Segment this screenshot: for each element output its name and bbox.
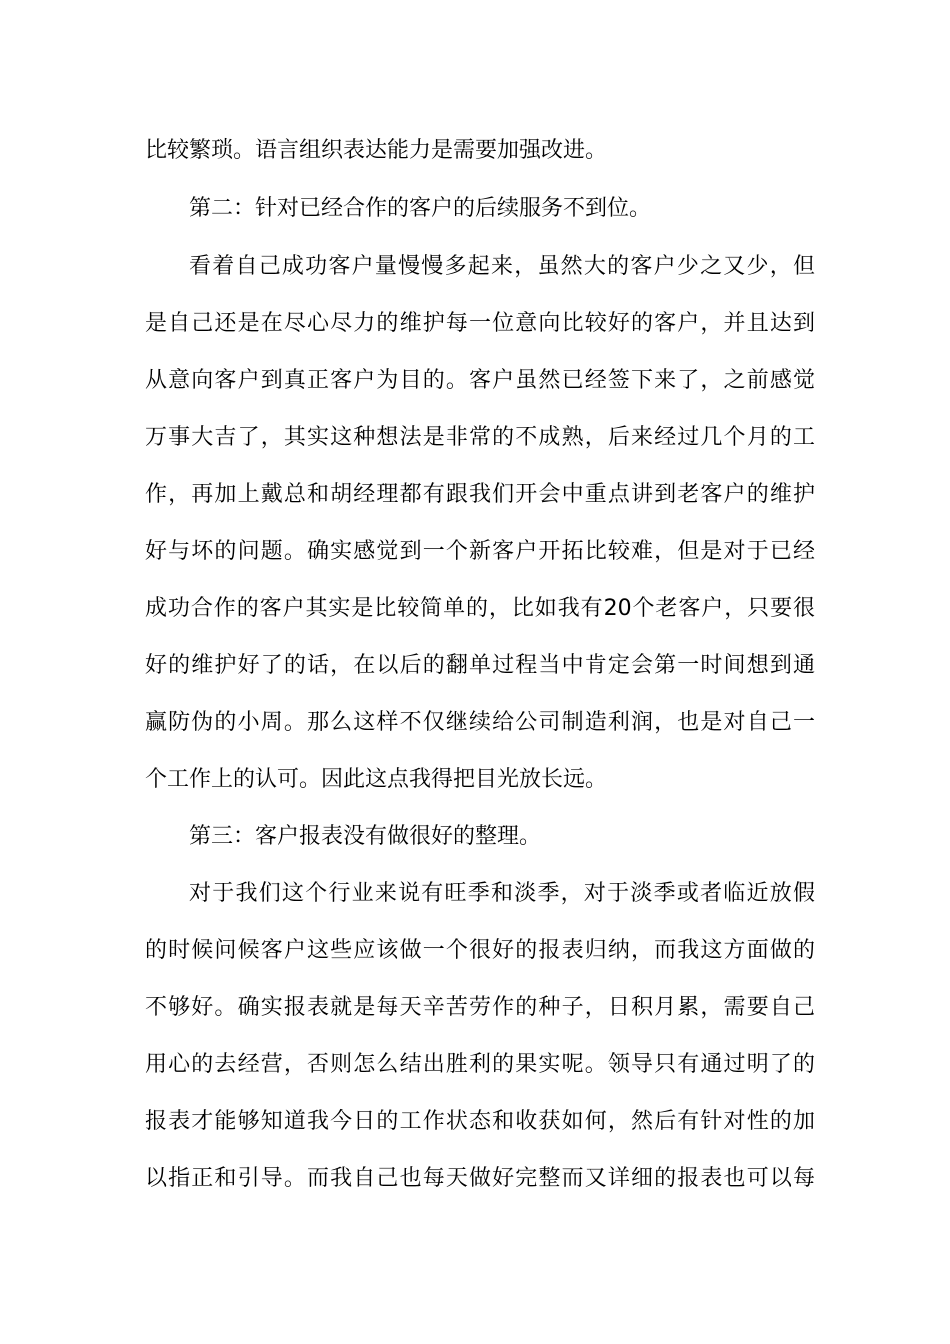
text-line: 比较繁琐。语言组织表达能力是需要加强改进。 <box>145 138 608 163</box>
text-line: 是自己还是在尽心尽力的维护每一位意向比较好的客户，并且达到 <box>145 311 815 336</box>
text-line: 成功合作的客户其实是比较简单的，比如我有20个老客户，只要很 <box>145 596 815 621</box>
text-line: 以指正和引导。而我自己也每天做好完整而又详细的报表也可以每 <box>145 1166 815 1191</box>
text-line: 看着自己成功客户量慢慢多起来，虽然大的客户少之又少，但 <box>189 254 815 279</box>
section-heading: 第三：客户报表没有做很好的整理。 <box>189 824 542 849</box>
text-line: 好的维护好了的话，在以后的翻单过程当中肯定会第一时间想到通 <box>145 653 815 678</box>
text-line: 不够好。确实报表就是每天辛苦劳作的种子，日积月累，需要自己 <box>145 995 815 1020</box>
text-line: 赢防伪的小周。那么这样不仅继续给公司制造利润，也是对自己一 <box>145 710 815 735</box>
text-line: 万事大吉了，其实这种想法是非常的不成熟，后来经过几个月的工 <box>145 425 815 450</box>
text-line: 个工作上的认可。因此这点我得把目光放长远。 <box>145 767 608 792</box>
text-line: 用心的去经营，否则怎么结出胜利的果实呢。领导只有通过明了的 <box>145 1052 815 1077</box>
text-line: 从意向客户到真正客户为目的。客户虽然已经签下来了，之前感觉 <box>145 368 815 393</box>
section-heading: 第二：针对已经合作的客户的后续服务不到位。 <box>189 196 652 221</box>
text-line: 报表才能够知道我今日的工作状态和收获如何，然后有针对性的加 <box>145 1109 815 1134</box>
text-line: 作，再加上戴总和胡经理都有跟我们开会中重点讲到老客户的维护 <box>145 482 815 507</box>
text-line: 对于我们这个行业来说有旺季和淡季，对于淡季或者临近放假 <box>189 881 815 906</box>
text-line: 的时候问候客户这些应该做一个很好的报表归纳，而我这方面做的 <box>145 938 815 963</box>
text-line: 好与坏的问题。确实感觉到一个新客户开拓比较难，但是对于已经 <box>145 539 815 564</box>
